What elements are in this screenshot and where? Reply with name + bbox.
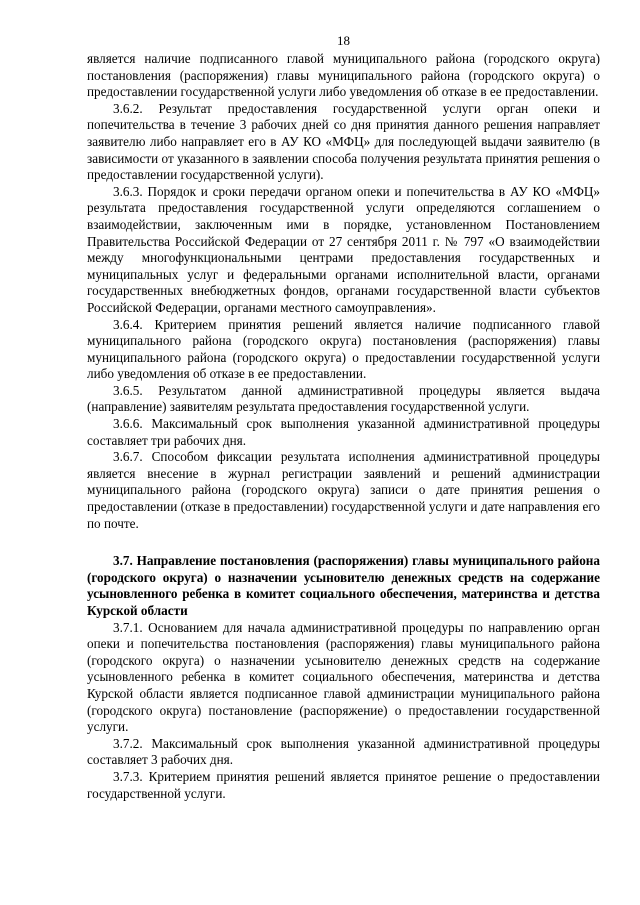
paragraph-3-6-5: 3.6.5. Результатом данной административной процедуры является выдача (направление) заявителям результата предоставления государственной услуги. <box>87 382 600 415</box>
paragraph-3-6-6: 3.6.6. Максимальный срок выполнения указанной административной процедуры составляет три рабочих дня. <box>87 416 600 448</box>
paragraph-continuation: является наличие подписанного главой муниципального района (городского округа) постановления (распоряжения) главы муниципального района (городского округа) о предоставлении государственной услуги либо уведомления об отказе в ее предоставлении. <box>87 51 600 100</box>
paragraph-3-6-7: 3.6.7. Способом фиксации результата исполнения административной процедуры является внесение в журнал регистрации заявлений и решений администрации муниципального района (городского округа) записи о дате принятия решения о предоставлении (отказе в предоставлении) государственной услуги и дате направления его по почте. <box>87 449 600 531</box>
page-number: 18 <box>337 33 350 48</box>
paragraph-3-6-3: 3.6.3. Порядок и сроки передачи органом опеки и попечительства в АУ КО «МФЦ» результата предоставления государственной услуги определяются соглашением о взаимодействии, заключенным ими в порядке, установленном Постановлением Правительства Российской Федерации от 27 сентября 2011 г. № 797 «О взаимодействии между многофункциональными центрами предоставления государственных и муниципальных услуг и федеральными органами исполнительной власти, органами государственных внебюджетных фондов, органами государственной власти субъектов Российской Федерации, органами местного самоуправления». <box>87 183 600 315</box>
paragraph-3-7-3: 3.7.3. Критерием принятия решений является принятое решение о предоставлении государственной услуги. <box>87 768 600 801</box>
paragraph-3-7-2: 3.7.2. Максимальный срок выполнения указанной административной процедуры составляет 3 рабочих дня. <box>87 735 600 768</box>
paragraph-3-6-2: 3.6.2. Результат предоставления государственной услуги орган опеки и попечительства в течение 3 рабочих дней со дня принятия данного решения направляет заявителю либо направляет его в АУ КО «МФЦ» для последующей выдачи заявителю (в зависимости от указанного в заявлении способа получения результата принятия решения о предоставлении государственной услуги). <box>87 100 600 183</box>
paragraph-3-7-1: 3.7.1. Основанием для начала административной процедуры по направлению орган опеки и попечительства постановления (распоряжения) главы муниципального района (городского округа) о назначении усыновителю денежных средств на содержание усыновленного ребенка в комитет социального обеспечения, материнства и детства Курской области является подписанное главой администрации муниципального района (городского округа) постановление (распоряжение) о предоставлении государственной услуги. <box>87 619 600 735</box>
section-heading-3-7: 3.7. Направление постановления (распоряжения) главы муниципального района (городского округа) о назначении усыновителю денежных средств на содержание усыновленного ребенка в комитет социального обеспечения, материнства и детства Курской области <box>87 553 600 618</box>
paragraph-3-6-4: 3.6.4. Критерием принятия решений является наличие подписанного главой муниципального района (городского округа) постановления (распоряжения) главы муниципального района (городского округа) о предоставлении государственной услуги либо уведомления об отказе в ее предоставлении. <box>87 316 600 382</box>
